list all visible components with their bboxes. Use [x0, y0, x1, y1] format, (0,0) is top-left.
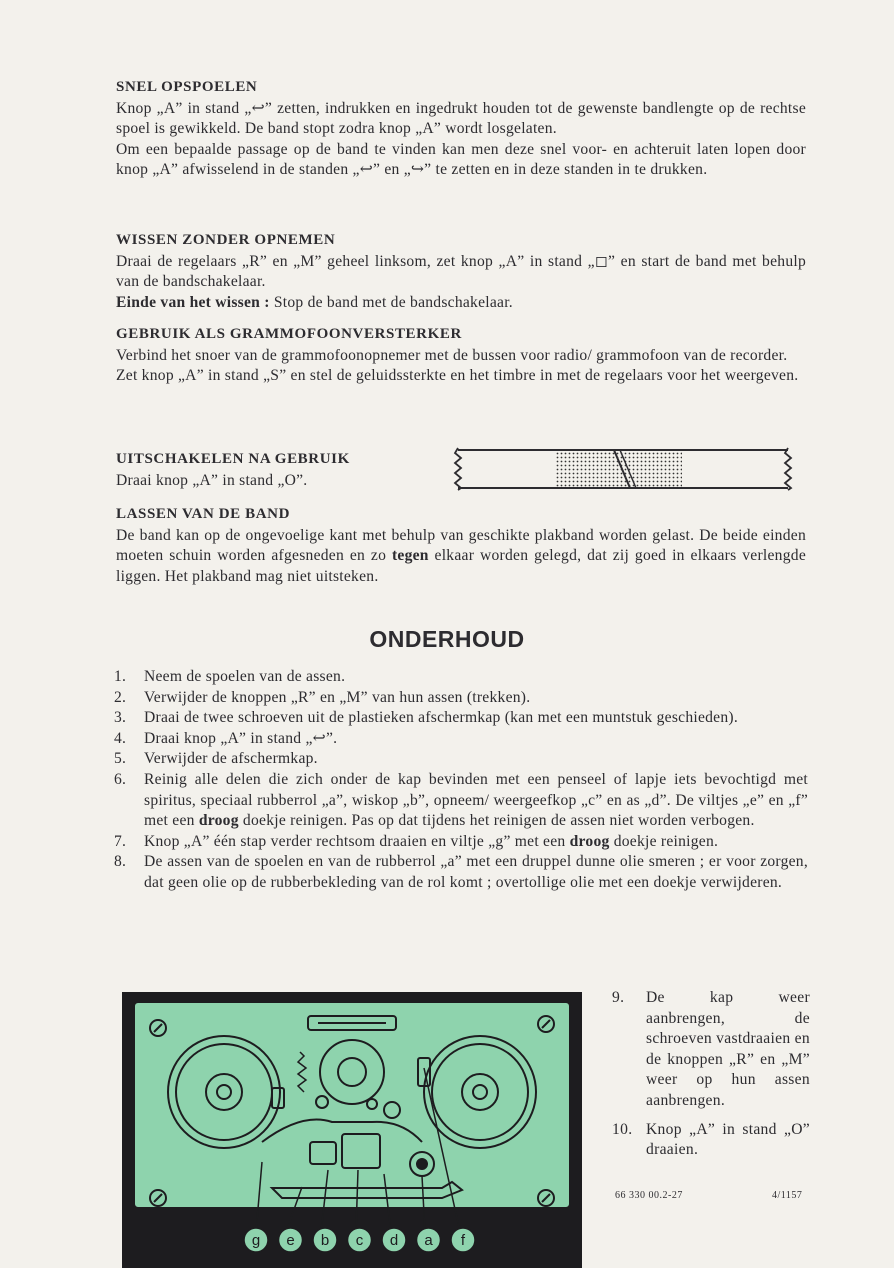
item-text: Verwijder de afschermkap. [144, 750, 318, 768]
item-text: De kap weer aanbrengen, de schroeven vastdraaien en de knoppen „R” en „M” weer op hun assen aanbrengen. [646, 989, 810, 1109]
item-text: De assen van de spoelen en van de rubberrol „a” met een druppel dunne olie smeren ; er voor zorgen, dat geen olie op de rubberbekleding van de rol komt ; overtollige olie met een doekje verwijderen. [144, 853, 808, 891]
paragraph: Draai de regelaars „R” en „M” geheel linksom, zet knop „A” in stand „◻” en start de band met behulp van de bandschakelaar. [116, 252, 806, 291]
svg-text:g: g [251, 1232, 261, 1249]
item-text: doekje reinigen. [609, 832, 719, 850]
section-uitschakelen [116, 449, 436, 491]
list-item [114, 852, 808, 893]
svg-text:f: f [460, 1232, 466, 1249]
item-text: Draai de twee schroeven uit de plastieken afschermkap (kan met een muntstuk geschieden). [144, 709, 738, 727]
diagram-label-d [382, 1228, 406, 1252]
label-einde-wissen: Einde van het wissen : [116, 293, 270, 311]
item-text: doekje reinigen. Pas op dat tijdens het reinigen de assen niet worden verbogen. [238, 812, 755, 830]
list-item [114, 749, 808, 770]
list-item [612, 1120, 810, 1161]
paragraph: Knop „A” in stand „↩” zetten, indrukken en ingedrukt houden tot de gewenste bandlengte op de rechtse spoel is gewikkeld. De band stopt zodra knop „A” wordt losgelaten. [116, 99, 806, 138]
svg-text:d: d [389, 1232, 399, 1249]
heading-grammofoon: GEBRUIK ALS GRAMMOFOONVERSTERKER [116, 326, 462, 342]
emphasis: droog [198, 812, 239, 830]
list-item [114, 708, 808, 729]
heading-snel-opspoelen: SNEL OPSPOELEN [116, 79, 258, 95]
diagram-label-e [279, 1228, 303, 1252]
maintenance-list [114, 667, 808, 894]
list-item [612, 988, 810, 1112]
list-item [114, 688, 808, 709]
item-number: 6. [114, 770, 127, 788]
svg-text:b: b [320, 1232, 330, 1249]
text: elkaar worden gelegd, dat zij goed in elkaars verlengde liggen. Het plakband mag niet uitsteken. [116, 547, 806, 585]
item-number: 7. [114, 832, 127, 850]
item-text: Knop „A” in stand „O” draaien. [646, 1120, 810, 1159]
text: Stop de band met de bandschakelaar. [269, 293, 513, 311]
section-grammofoon [116, 324, 806, 387]
diagram-label-a [417, 1228, 441, 1252]
item-text: Reinig alle delen die zich onder de kap bevinden met een penseel of lapje iets bevochtigd met spiritus, speciaal rubberrol „a”, wiskop „b”, opneem/ weergeefkop „c” en as „d”. De viltjes „e” en „f” met een [144, 770, 808, 830]
emphasis: tegen [391, 547, 429, 565]
diagram-label-b [313, 1228, 337, 1252]
item-number: 5. [114, 750, 127, 768]
item-number: 4. [114, 729, 127, 747]
item-text: Neem de spoelen van de assen. [144, 668, 346, 685]
item-text: Knop „A” één stap verder rechtsom draaien en viltje „g” met een [144, 832, 570, 850]
emphasis: droog [569, 832, 610, 850]
item-number: 10. [612, 1120, 633, 1138]
item-text: Draai knop „A” in stand „↩”. [144, 729, 338, 747]
svg-text:c: c [355, 1232, 364, 1249]
list-item [114, 832, 808, 853]
item-number: 8. [114, 853, 127, 871]
footer-code: 66 330 00.2-27 [615, 1190, 683, 1201]
section-lassen [116, 504, 806, 587]
heading-wissen: WISSEN ZONDER OPNEMEN [116, 232, 336, 248]
svg-text:e: e [286, 1232, 295, 1249]
svg-text:a: a [424, 1232, 433, 1249]
paragraph: Draai knop „A” in stand „O”. [116, 471, 308, 489]
page-title-onderhoud: ONDERHOUD [369, 626, 525, 652]
heading-uitschakelen: UITSCHAKELEN NA GEBRUIK [116, 451, 350, 467]
item-number: 1. [114, 668, 127, 685]
item-number: 3. [114, 709, 127, 727]
section-snel-opspoelen [116, 77, 806, 181]
section-wissen [116, 230, 806, 313]
item-number: 9. [612, 989, 625, 1006]
list-item [114, 729, 808, 750]
paragraph: Zet knop „A” in stand „S” en stel de geluidssterkte en het timbre in met de regelaars voor het weergeven. [116, 367, 799, 385]
heading-lassen: LASSEN VAN DE BAND [116, 506, 291, 522]
paragraph [116, 526, 806, 588]
paragraph [116, 293, 806, 314]
tape-recorder-mechanism-diagram [122, 992, 582, 1268]
paragraph: Verbind het snoer van de grammofoonopnemer met de bussen voor radio/ grammofoon van de recorder. [116, 346, 788, 364]
paragraph: Om een bepaalde passage op de band te vinden kan men deze snel voor- en achteruit laten lopen door knop „A” afwisselend in de standen „↩” en „↪” te zetten en in deze standen in te drukken. [116, 140, 806, 179]
tape-splice-illustration [452, 444, 802, 494]
list-item [114, 667, 808, 688]
text: De band kan op de ongevoelige kant met behulp van geschikte plakband worden gelast. De beide einden moeten schuin worden afgesneden en zo [116, 526, 806, 565]
list-item [114, 770, 808, 832]
maintenance-list-continued [612, 988, 810, 1169]
diagram-label-c [348, 1228, 372, 1252]
footer-page: 4/1157 [772, 1190, 803, 1201]
diagram-label-g [244, 1228, 268, 1252]
diagram-label-f [451, 1228, 475, 1252]
item-text: Verwijder de knoppen „R” en „M” van hun assen (trekken). [144, 688, 531, 706]
item-number: 2. [114, 688, 127, 706]
